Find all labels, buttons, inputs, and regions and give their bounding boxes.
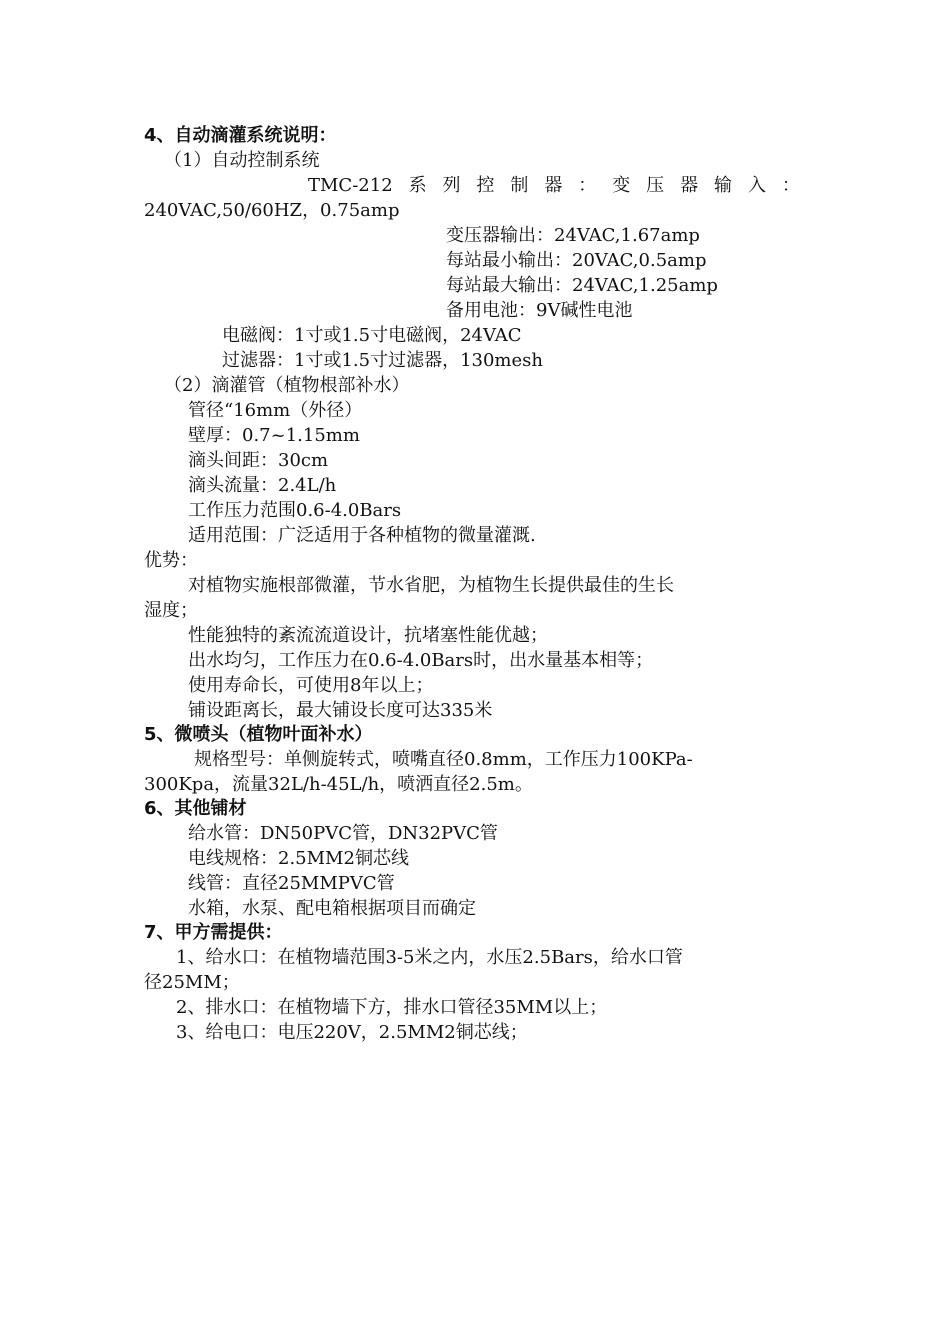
requirement-2: 2、排水口：在植物墙下方，排水口管径35MM以上； (176, 997, 608, 1018)
advantage-2: 性能独特的紊流流道设计，抗堵塞性能优越； (188, 625, 548, 646)
wall-thickness: 壁厚：0.7~1.15mm (188, 425, 360, 446)
controller-input-spec: 240VAC,50/60HZ，0.75amp (144, 200, 400, 221)
sprinkler-spec-cont: 300Kpa，流量32L/h-45L/h，喷洒直径2.5m。 (144, 774, 533, 795)
controller-char: 系 (408, 175, 427, 196)
advantages-label: 优势： (144, 550, 198, 571)
controller-char: ： (578, 175, 597, 196)
controller-model: TMC-212 (308, 175, 393, 196)
controller-char: 变 (612, 175, 631, 196)
advantage-1-cont: 湿度； (144, 600, 198, 621)
controller-char: 列 (442, 175, 461, 196)
controller-char: ： (781, 175, 800, 196)
tank-pump-note: 水箱，水泵、配电箱根据项目而确定 (188, 898, 476, 919)
application-scope: 适用范围：广泛适用于各种植物的微量灌溉. (188, 525, 536, 546)
dripper-flow: 滴头流量：2.4L/h (188, 475, 337, 496)
station-min-output: 每站最小输出：20VAC,0.5amp (446, 250, 707, 271)
section-5-heading: 5、微喷头（植物叶面补水） (144, 724, 373, 745)
conduit-spec: 线管：直径25MMPVC管 (188, 873, 395, 894)
water-supply-pipe: 给水管：DN50PVC管，DN32PVC管 (188, 823, 498, 844)
controller-char: 输 (714, 175, 733, 196)
controller-char: 入 (747, 175, 766, 196)
solenoid-valve: 电磁阀：1寸或1.5寸电磁阀，24VAC (222, 325, 522, 346)
sprinkler-spec: 规格型号：单侧旋转式，喷嘴直径0.8mm，工作压力100KPa- (194, 749, 693, 770)
advantage-3: 出水均匀，工作压力在0.6-4.0Bars时，出水量基本相等； (188, 650, 654, 671)
section-7-heading: 7、甲方需提供： (144, 922, 283, 943)
wire-spec: 电线规格：2.5MM2铜芯线 (188, 848, 409, 869)
controller-char: 器 (544, 175, 563, 196)
controller-spec-line (308, 174, 800, 198)
section-6-heading: 6、其他铺材 (144, 798, 247, 819)
station-max-output: 每站最大输出：24VAC,1.25amp (446, 275, 718, 296)
advantage-4: 使用寿命长，可使用8年以上； (188, 675, 434, 696)
requirement-3: 3、给电口：电压220V，2.5MM2铜芯线； (176, 1022, 528, 1043)
transformer-output: 变压器输出：24VAC,1.67amp (446, 225, 700, 246)
controller-char: 制 (510, 175, 529, 196)
backup-battery: 备用电池：9V碱性电池 (446, 300, 633, 321)
advantage-1: 对植物实施根部微灌，节水省肥，为植物生长提供最佳的生长 (188, 575, 674, 596)
filter-spec: 过滤器：1寸或1.5寸过滤器，130mesh (222, 350, 543, 371)
requirement-1-cont: 径25MM； (144, 972, 240, 993)
advantage-5: 铺设距离长，最大铺设长度可达335米 (188, 700, 493, 721)
controller-char: 器 (680, 175, 699, 196)
working-pressure: 工作压力范围0.6-4.0Bars (188, 500, 402, 521)
section-4-sub-1: （1）自动控制系统 (164, 150, 320, 171)
pipe-diameter: 管径“16mm（外径） (188, 400, 363, 421)
dripper-spacing: 滴头间距：30cm (188, 450, 329, 471)
controller-char: 压 (646, 175, 665, 196)
section-4-sub-2: （2）滴灌管（植物根部补水） (164, 375, 410, 396)
section-4-heading: 4、自动滴灌系统说明： (144, 125, 337, 146)
requirement-1: 1、给水口：在植物墙范围3-5米之内，水压2.5Bars，给水口管 (176, 947, 683, 968)
controller-char: 控 (476, 175, 495, 196)
